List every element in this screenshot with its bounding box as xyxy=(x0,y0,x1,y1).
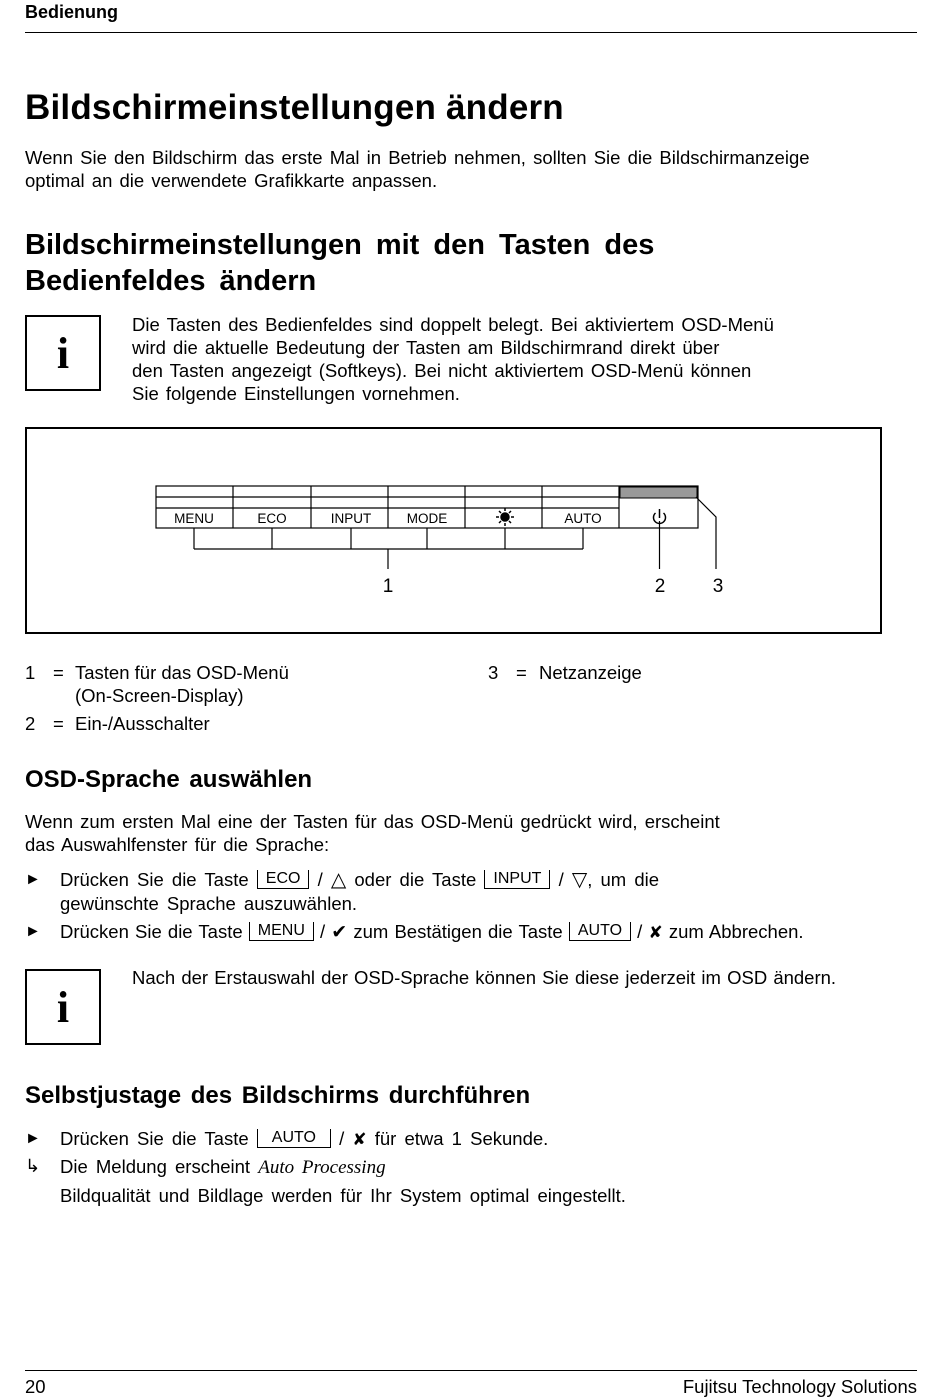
legend-number: 2 xyxy=(25,713,36,734)
step-text: gewünschte Sprache auszuwählen. xyxy=(60,893,358,914)
page-number: 20 xyxy=(25,1376,46,1397)
panel-label-menu: MENU xyxy=(174,511,214,526)
legend-equals: = xyxy=(53,662,64,683)
cross-icon: ✘ xyxy=(352,1130,367,1149)
result-text: Bildqualität und Bildlage werden für Ihr System optimal eingestellt. xyxy=(60,1185,626,1206)
legend-text: (On-Screen-Display) xyxy=(75,685,244,706)
callout-1-bracket xyxy=(194,528,583,569)
heading-line: Bildschirmeinstellungen mit den Tasten des xyxy=(25,229,655,261)
legend-equals: = xyxy=(516,662,527,683)
intro-line: optimal an die verwendete Grafikkarte anpassen. xyxy=(25,170,438,191)
key-menu: MENU xyxy=(249,922,314,941)
info-line: den Tasten angezeigt (Softkeys). Bei nicht aktiviertem OSD-Menü können xyxy=(132,360,752,381)
section-heading-self-adjust: Selbstjustage des Bildschirms durchführen xyxy=(25,1082,531,1109)
bullet-arrow-icon: ► xyxy=(25,923,41,940)
control-panel-figure xyxy=(25,427,882,634)
legend-text: Ein-/Ausschalter xyxy=(75,713,210,734)
control-panel-diagram xyxy=(27,429,880,632)
step-select-language xyxy=(25,868,905,915)
panel-label-mode: MODE xyxy=(406,511,448,526)
info-icon: i xyxy=(25,315,101,391)
bullet-arrow-icon: ► xyxy=(25,1130,41,1147)
legend-number: 3 xyxy=(488,662,499,683)
info-line: Sie folgende Einstellungen vornehmen. xyxy=(132,383,460,404)
step-auto-adjust xyxy=(25,1127,905,1151)
info-note-osd-language: Nach der Erstauswahl der OSD-Sprache können Sie diese jederzeit im OSD ändern. xyxy=(132,967,837,988)
checkmark-icon: ✔ xyxy=(331,922,348,943)
result-arrow-icon: ↳ xyxy=(25,1156,41,1176)
info-note-softkeys xyxy=(132,313,774,405)
page-title: Bildschirmeinstellungen ändern xyxy=(25,88,564,127)
step-text: Drücken Sie die Taste xyxy=(60,1128,249,1149)
paragraph-line: das Auswahlfenster für die Sprache: xyxy=(25,834,330,855)
step-text: oder die Taste xyxy=(354,869,477,890)
triangle-down-icon: ▽ xyxy=(571,869,588,891)
intro-paragraph xyxy=(25,146,810,192)
step-text: zum Abbrechen. xyxy=(668,921,804,942)
section-heading-osd-language: OSD-Sprache auswählen xyxy=(25,766,313,793)
intro-line: Wenn Sie den Bildschirm das erste Mal in Betrieb nehmen, sollten Sie die Bildschirmanzeige xyxy=(25,147,810,168)
bullet-arrow-icon: ► xyxy=(25,871,41,888)
sun-icon xyxy=(496,508,514,526)
slash: / xyxy=(558,869,564,890)
panel-label-input: INPUT xyxy=(330,511,372,526)
key-eco: ECO xyxy=(257,870,310,889)
footer-company: Fujitsu Technology Solutions xyxy=(682,1376,917,1397)
legend-text: Tasten für das OSD-Menü xyxy=(75,662,289,683)
section-heading-panel-keys xyxy=(25,227,654,299)
key-auto: AUTO xyxy=(569,922,631,941)
header-rule xyxy=(25,32,917,33)
key-auto: AUTO xyxy=(257,1129,331,1148)
step-result xyxy=(25,1155,905,1207)
legend-number: 1 xyxy=(25,662,36,683)
info-icon: i xyxy=(25,969,101,1045)
step-text: , um die xyxy=(587,869,660,890)
callout-2: 2 xyxy=(654,576,666,597)
callout-3-leader xyxy=(696,497,716,569)
power-led xyxy=(620,487,697,498)
triangle-up-icon: △ xyxy=(330,869,347,891)
footer-rule xyxy=(25,1370,917,1371)
callout-3: 3 xyxy=(712,576,724,597)
step-text: Drücken Sie die Taste xyxy=(60,869,249,890)
paragraph-line: Wenn zum ersten Mal eine der Tasten für das OSD-Menü gedrückt wird, erscheint xyxy=(25,811,720,832)
osd-language-paragraph xyxy=(25,810,720,856)
step-text: zum Bestätigen die Taste xyxy=(353,921,563,942)
slash: / xyxy=(320,921,326,942)
osd-message: Auto Processing xyxy=(258,1157,386,1178)
cross-icon: ✘ xyxy=(648,923,663,942)
info-line: wird die aktuelle Bedeutung der Tasten am Bildschirmrand direkt über xyxy=(132,337,720,358)
slash: / xyxy=(339,1128,345,1149)
step-confirm-language xyxy=(25,920,925,944)
running-header: Bedienung xyxy=(25,2,118,22)
slash: / xyxy=(317,869,323,890)
panel-label-eco: ECO xyxy=(257,511,287,526)
slash: / xyxy=(637,921,643,942)
legend-equals: = xyxy=(53,713,64,734)
key-input: INPUT xyxy=(484,870,550,889)
legend-text: Netzanzeige xyxy=(539,662,642,683)
step-text: Drücken Sie die Taste xyxy=(60,921,243,942)
callout-1: 1 xyxy=(382,576,394,597)
result-text: Die Meldung erscheint xyxy=(60,1156,251,1177)
info-line: Die Tasten des Bedienfeldes sind doppelt belegt. Bei aktiviertem OSD-Menü xyxy=(132,314,774,335)
heading-line: Bedienfeldes ändern xyxy=(25,265,317,297)
step-text: für etwa 1 Sekunde. xyxy=(374,1128,549,1149)
panel-label-auto: AUTO xyxy=(564,511,602,526)
